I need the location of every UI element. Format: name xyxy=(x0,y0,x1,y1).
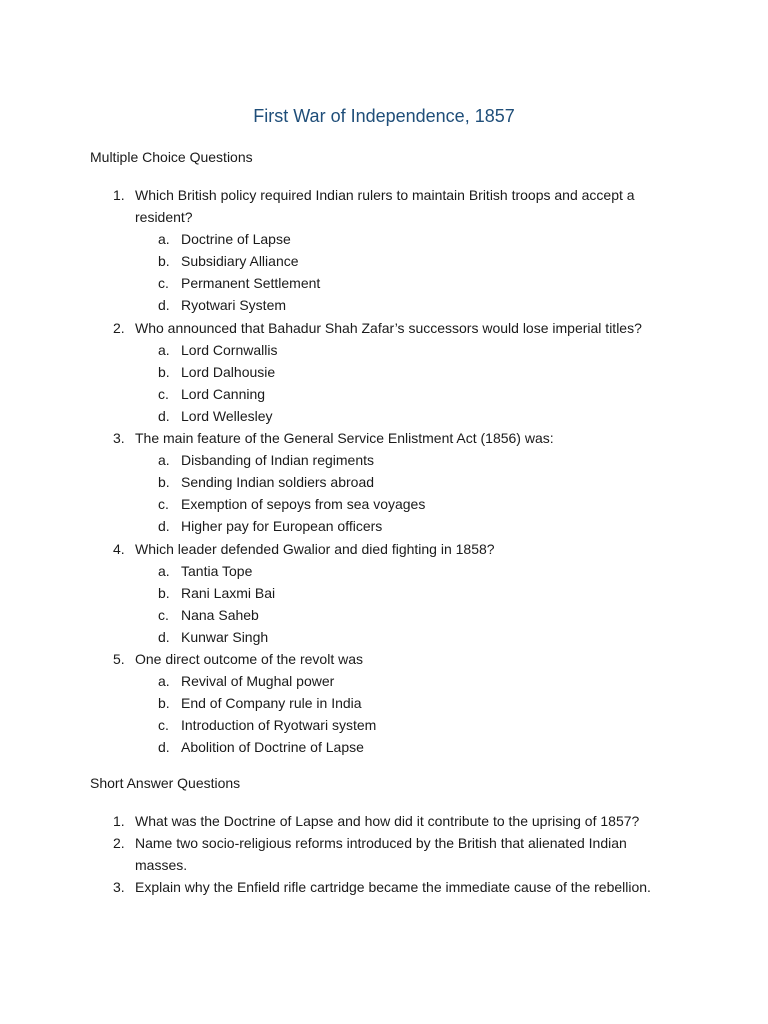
option-item xyxy=(0,228,768,250)
option-text: Tantia Tope xyxy=(181,562,253,579)
option-list xyxy=(0,228,768,316)
option-letter: a. xyxy=(158,452,170,469)
option-text: Lord Dalhousie xyxy=(181,363,276,380)
saq-section-heading: Short Answer Questions xyxy=(90,775,241,791)
option-item xyxy=(0,626,768,648)
option-text: Lord Canning xyxy=(181,385,266,402)
option-item xyxy=(0,405,768,427)
option-item xyxy=(0,515,768,537)
option-letter: d. xyxy=(158,518,170,535)
mcq-question xyxy=(0,317,768,427)
option-item xyxy=(0,493,768,515)
option-text: Higher pay for European officers xyxy=(181,518,383,535)
question-number: 1. xyxy=(113,813,125,829)
option-list xyxy=(0,449,768,537)
option-text: Subsidiary Alliance xyxy=(181,253,299,270)
option-text: Lord Wellesley xyxy=(181,407,273,424)
option-text: Revival of Mughal power xyxy=(181,673,335,690)
saq-list xyxy=(0,810,768,898)
option-letter: d. xyxy=(158,628,170,645)
option-item xyxy=(0,250,768,272)
option-item xyxy=(0,449,768,471)
option-letter: b. xyxy=(158,695,170,712)
mcq-question xyxy=(0,427,768,537)
option-item xyxy=(0,560,768,582)
option-text: Lord Cornwallis xyxy=(181,341,278,358)
question-number: 5. xyxy=(113,650,125,667)
option-item xyxy=(0,294,768,316)
option-item xyxy=(0,383,768,405)
saq-question xyxy=(0,832,768,876)
question-text: Which leader defended Gwalior and died fighting in 1858? xyxy=(135,540,495,557)
question-text: What was the Doctrine of Lapse and how did it contribute to the uprising of 1857? xyxy=(135,813,640,829)
option-item xyxy=(0,272,768,294)
mcq-section-heading: Multiple Choice Questions xyxy=(90,149,253,165)
option-letter: d. xyxy=(158,739,170,756)
option-letter: a. xyxy=(158,673,170,690)
option-letter: a. xyxy=(158,562,170,579)
option-text: Sending Indian soldiers abroad xyxy=(181,474,375,491)
mcq-question xyxy=(0,648,768,758)
option-text: Ryotwari System xyxy=(181,297,287,314)
option-letter: b. xyxy=(158,363,170,380)
option-item xyxy=(0,604,768,626)
page-title: First War of Independence, 1857 xyxy=(253,106,515,126)
option-text: Doctrine of Lapse xyxy=(181,231,291,248)
question-text: Name two socio-religious reforms introduced by the British that alienated Indian masses. xyxy=(135,835,627,874)
saq-question xyxy=(0,876,768,898)
option-item xyxy=(0,714,768,736)
option-letter: d. xyxy=(158,407,170,424)
option-letter: b. xyxy=(158,253,170,270)
question-number: 4. xyxy=(113,540,125,557)
question-number: 1. xyxy=(113,187,125,203)
option-letter: c. xyxy=(158,606,169,623)
option-letter: c. xyxy=(158,717,169,734)
option-text: Introduction of Ryotwari system xyxy=(181,717,377,734)
mcq-question xyxy=(0,538,768,648)
saq-question xyxy=(0,810,768,832)
option-text: Exemption of sepoys from sea voyages xyxy=(181,496,426,513)
option-item xyxy=(0,670,768,692)
option-text: Permanent Settlement xyxy=(181,275,321,292)
question-text: One direct outcome of the revolt was xyxy=(135,650,363,667)
question-text: The main feature of the General Service Enlistment Act (1856) was: xyxy=(135,430,554,447)
option-letter: a. xyxy=(158,231,170,248)
option-item xyxy=(0,471,768,493)
option-item xyxy=(0,736,768,758)
question-text: Which British policy required Indian rulers to maintain British troops and accept a resident? xyxy=(135,187,635,226)
option-text: Kunwar Singh xyxy=(181,628,269,645)
option-text: Rani Laxmi Bai xyxy=(181,584,276,601)
option-text: Abolition of Doctrine of Lapse xyxy=(181,739,364,756)
option-item xyxy=(0,361,768,383)
option-letter: d. xyxy=(158,297,170,314)
option-text: End of Company rule in India xyxy=(181,695,362,712)
option-list xyxy=(0,560,768,648)
mcq-list xyxy=(0,184,768,758)
option-item xyxy=(0,339,768,361)
option-list xyxy=(0,339,768,427)
option-text: Nana Saheb xyxy=(181,606,259,623)
option-list xyxy=(0,670,768,758)
question-text: Who announced that Bahadur Shah Zafar’s successors would lose imperial titles? xyxy=(135,319,642,336)
mcq-question xyxy=(0,184,768,317)
question-number: 3. xyxy=(113,430,125,447)
question-text: Explain why the Enfield rifle cartridge became the immediate cause of the rebellion. xyxy=(135,879,651,896)
question-number: 2. xyxy=(113,319,125,336)
option-letter: b. xyxy=(158,474,170,491)
option-letter: a. xyxy=(158,341,170,358)
option-text: Disbanding of Indian regiments xyxy=(181,452,375,469)
question-number: 2. xyxy=(113,835,125,852)
option-letter: c. xyxy=(158,496,169,513)
option-letter: c. xyxy=(158,275,169,292)
question-number: 3. xyxy=(113,879,125,896)
option-item xyxy=(0,692,768,714)
option-letter: c. xyxy=(158,385,169,402)
option-letter: b. xyxy=(158,584,170,601)
option-item xyxy=(0,582,768,604)
